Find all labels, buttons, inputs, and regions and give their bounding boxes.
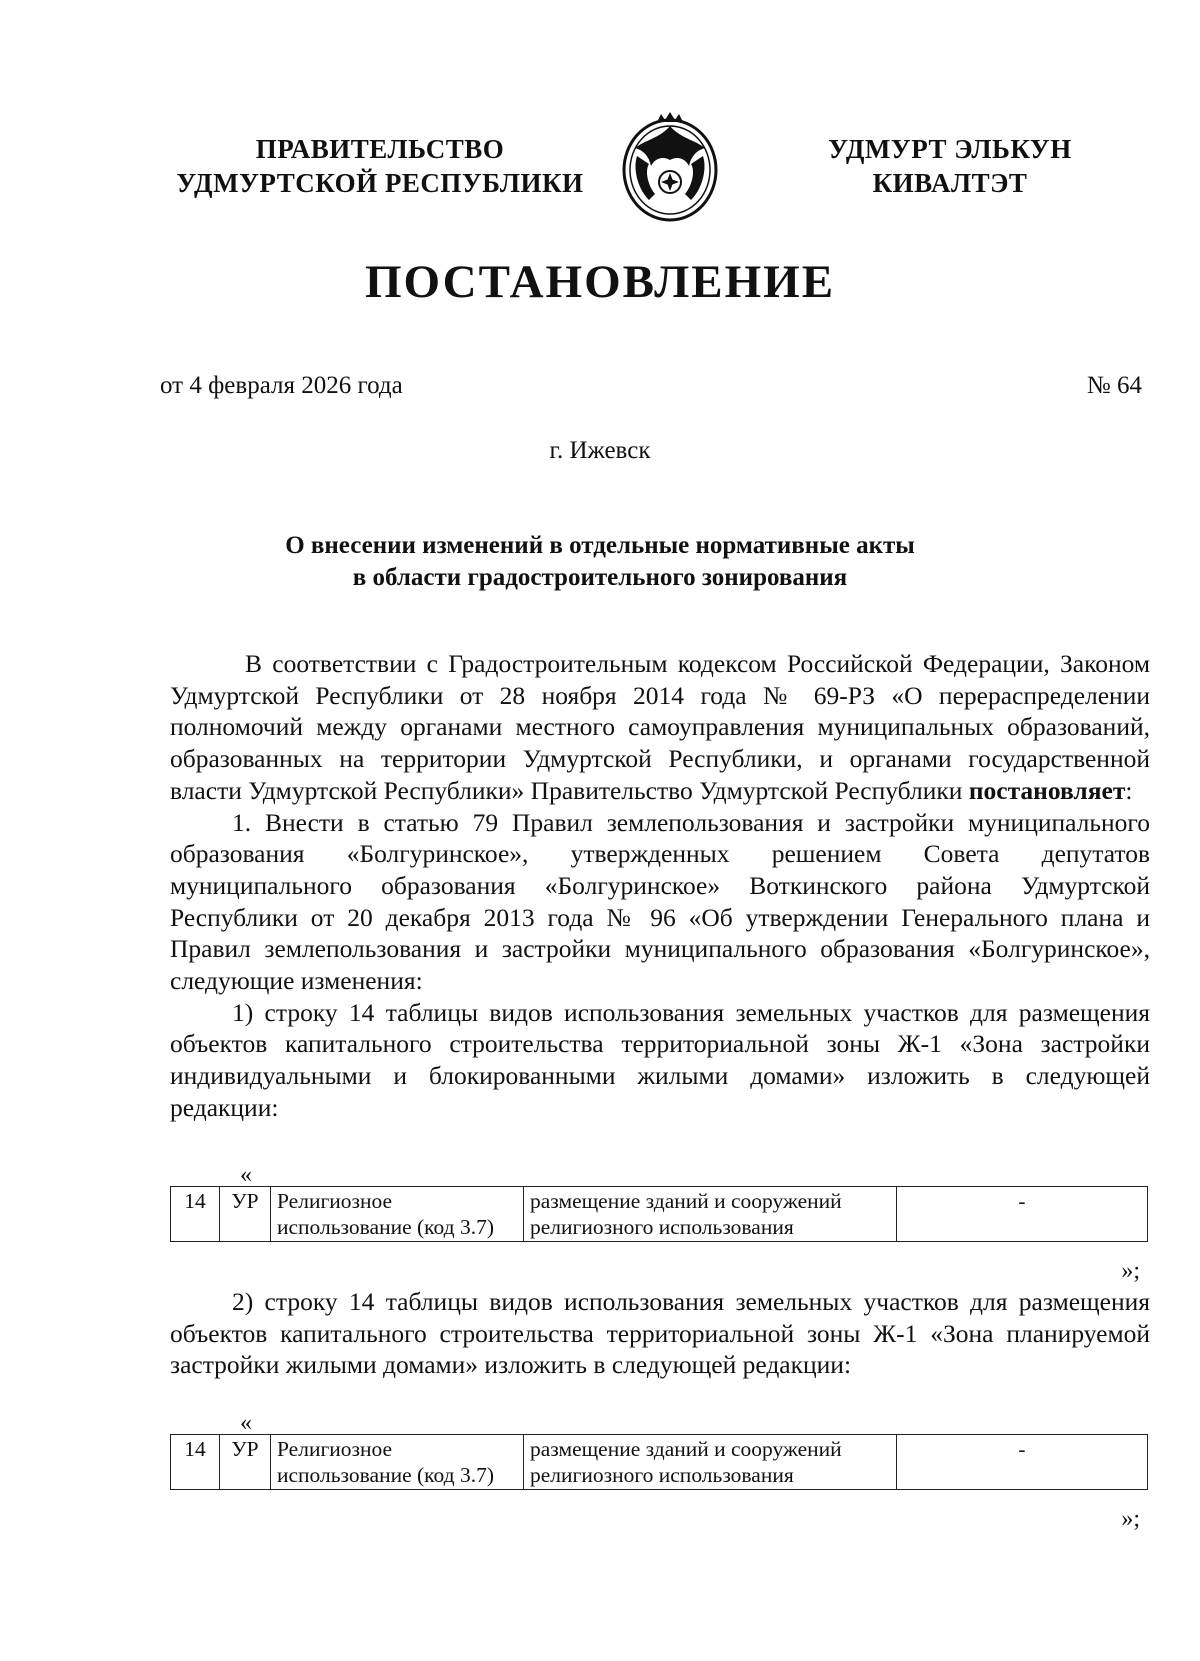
row-use-line2: использование (код 3.7)	[277, 1215, 495, 1239]
row-code: УР	[220, 1435, 271, 1490]
preamble-end: :	[1125, 775, 1133, 805]
udmurtia-emblem-icon	[615, 108, 725, 226]
row-desc	[524, 1187, 897, 1242]
table-row	[171, 1187, 1148, 1242]
subject-line1: О внесении изменений в отдельные нормативные акты	[285, 532, 915, 559]
document-number: № 64	[1086, 372, 1142, 399]
header-left	[150, 132, 610, 200]
row-desc	[524, 1435, 897, 1490]
document-subject	[0, 530, 1200, 594]
preamble-text: В соответствии с Градостроительным кодексом Российской Федерации, Законом Удмуртской Республики от 28 ноября 2014 года № 69-РЗ «О перераспределении полномочий между органами местного самоуправления муниципальных образований, образованных на территории Удмуртской Республики, и органами государственной власти Удмуртской Республики» Правительство Удмуртской Республики	[170, 649, 1150, 805]
row-param: -	[897, 1435, 1148, 1490]
row-num: 14	[171, 1435, 220, 1490]
document-city: г. Ижевск	[549, 437, 651, 464]
row-num: 14	[171, 1187, 220, 1242]
row-desc-line1: размещение зданий и сооружений	[530, 1189, 842, 1213]
row-desc-line1: размещение зданий и сооружений	[530, 1437, 842, 1461]
row-use-line2: использование (код 3.7)	[277, 1463, 495, 1487]
header-right	[800, 132, 1100, 200]
item1-paragraph: 1. Внести в статью 79 Правил землепользования и застройки муниципального образования «Болгуринское», утвержденных решением Совета депутатов муниципального образования «Болгуринское» Воткинского района Удмуртской Республики от 20 декабря 2013 года № 96 «Об утверждении Генерального плана и Правил землепользования и застройки муниципального образования «Болгуринское», следующие изменения:	[170, 807, 1150, 996]
body-block-2	[170, 1286, 1150, 1381]
body-block-1	[170, 648, 1150, 1124]
row-use	[271, 1435, 524, 1490]
document-title: ПОСТАНОВЛЕНИЕ	[364, 256, 836, 308]
quote-open-1: «	[240, 1162, 252, 1188]
row-code: УР	[220, 1187, 271, 1242]
header-left-line2: УДМУРТСКОЙ РЕСПУБЛИКИ	[176, 168, 584, 198]
row-use-line1: Религиозное	[277, 1189, 393, 1213]
quote-open-2: «	[240, 1410, 252, 1436]
row-use-line1: Религиозное	[277, 1437, 393, 1461]
preamble-paragraph	[170, 648, 1150, 807]
row-param: -	[897, 1187, 1148, 1242]
table-row	[171, 1435, 1148, 1490]
subject-line2: в области градостроительного зонирования	[352, 564, 848, 591]
document-date: от 4 февраля 2026 года	[160, 372, 403, 399]
row-desc-line2: религиозного использования	[530, 1215, 794, 1239]
quote-close-1: »;	[1121, 1258, 1140, 1284]
amendment-table-1	[170, 1186, 1148, 1242]
header-right-line1: УДМУРТ ЭЛЬКУН	[828, 134, 1072, 164]
sub1-paragraph: 1) строку 14 таблицы видов использования земельных участков для размещения объектов капитального строительства территориальной зоны Ж-1 «Зона застройки индивидуальными и блокированными жилыми домами» изложить в следующей редакции:	[170, 997, 1150, 1122]
row-desc-line2: религиозного использования	[530, 1463, 794, 1487]
sub2-paragraph: 2) строку 14 таблицы видов использования земельных участков для размещения объектов капитального строительства территориальной зоны Ж-1 «Зона планируемой застройки жилыми домами» изложить в следующей редакции:	[170, 1287, 1150, 1380]
header-left-line1: ПРАВИТЕЛЬСТВО	[255, 134, 505, 164]
header-right-line2: КИВАЛТЭТ	[872, 168, 1028, 198]
amendment-table-2	[170, 1434, 1148, 1490]
preamble-bold: постановляет	[968, 775, 1126, 805]
row-use	[271, 1187, 524, 1242]
quote-close-2: »;	[1121, 1506, 1140, 1532]
